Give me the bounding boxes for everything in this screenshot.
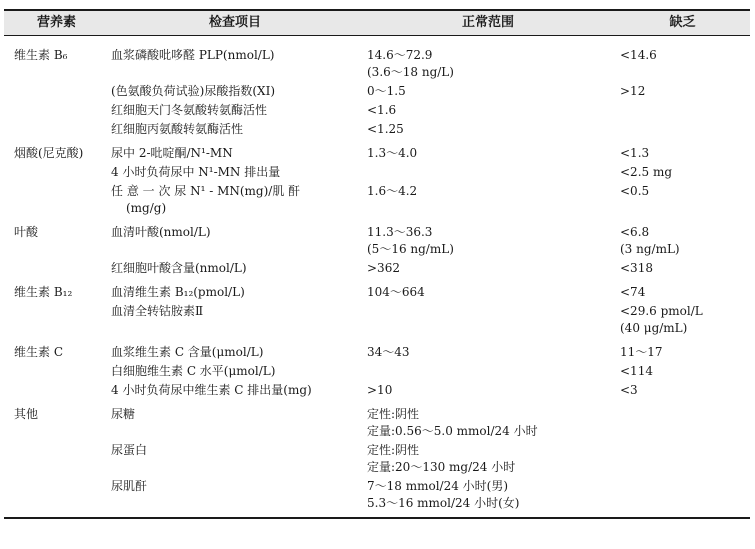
cell-normal-range bbox=[361, 139, 615, 163]
cell-normal-range bbox=[361, 362, 615, 381]
cell-test-item bbox=[109, 477, 361, 518]
cell-normal-range bbox=[361, 381, 615, 400]
table-row bbox=[4, 302, 750, 338]
test-item-text bbox=[111, 47, 361, 64]
test-item-text bbox=[111, 183, 361, 217]
deficiency-value: <318 bbox=[620, 260, 653, 275]
cell-deficiency bbox=[615, 302, 750, 338]
test-item-line: (mg/g) bbox=[126, 200, 167, 215]
test-item-text bbox=[111, 145, 361, 162]
normal-range-value: 1.3～4.0 bbox=[367, 145, 418, 160]
cell-test-item bbox=[109, 82, 361, 101]
cell-nutrient bbox=[4, 302, 109, 338]
normal-range-value: <1.6 bbox=[367, 102, 397, 117]
cell-test-item bbox=[109, 259, 361, 278]
cell-nutrient bbox=[4, 338, 109, 362]
cell-deficiency bbox=[615, 441, 750, 477]
test-item-text bbox=[111, 442, 361, 459]
test-item-line: 血浆磷酸吡哆醛 PLP(nmol/L) bbox=[111, 47, 275, 62]
deficiency-value: <14.6 bbox=[620, 47, 657, 62]
normal-range-value: >362 bbox=[367, 260, 400, 275]
table-row bbox=[4, 120, 750, 139]
test-item-line: 血浆维生素 C 含量(μmol/L) bbox=[111, 344, 264, 359]
deficiency-value: <2.5 mg bbox=[620, 164, 673, 179]
test-item-line: 血清维生素 B₁₂(pmol/L) bbox=[111, 284, 245, 299]
cell-deficiency bbox=[615, 259, 750, 278]
normal-range-value: 定性:阴性 bbox=[367, 406, 420, 421]
test-item-line: 尿中 2-吡啶酮/N¹-MN bbox=[111, 145, 233, 160]
nutrient-label: 维生素 C bbox=[14, 344, 63, 359]
normal-range-value: 1.6～4.2 bbox=[367, 183, 418, 198]
table-row bbox=[4, 101, 750, 120]
cell-deficiency bbox=[615, 381, 750, 400]
header-normal-range: 正常范围 bbox=[361, 10, 615, 35]
cell-deficiency bbox=[615, 82, 750, 101]
deficiency-value: <114 bbox=[620, 363, 653, 378]
cell-nutrient bbox=[4, 259, 109, 278]
table-row bbox=[4, 259, 750, 278]
normal-range-value: 14.6～72.9 bbox=[367, 47, 433, 62]
cell-normal-range bbox=[361, 477, 615, 518]
cell-deficiency bbox=[615, 101, 750, 120]
deficiency-value: <0.5 bbox=[620, 183, 650, 198]
deficiency-value: <6.8 bbox=[620, 224, 650, 239]
deficiency-value: <1.3 bbox=[620, 145, 650, 160]
cell-deficiency bbox=[615, 35, 750, 82]
cell-deficiency bbox=[615, 218, 750, 259]
test-item-line: 血清叶酸(nmol/L) bbox=[111, 224, 211, 239]
nutrient-deficiency-table bbox=[4, 9, 750, 519]
cell-test-item bbox=[109, 163, 361, 182]
table-row bbox=[4, 400, 750, 441]
test-item-text bbox=[111, 344, 361, 361]
cell-normal-range bbox=[361, 35, 615, 82]
cell-test-item bbox=[109, 338, 361, 362]
normal-range-value: 定量:0.56～5.0 mmol/24 小时 bbox=[367, 423, 538, 438]
test-item-line: 尿蛋白 bbox=[111, 442, 148, 457]
table-row bbox=[4, 182, 750, 218]
cell-test-item bbox=[109, 362, 361, 381]
test-item-text bbox=[111, 102, 361, 119]
cell-normal-range bbox=[361, 302, 615, 338]
table-row bbox=[4, 477, 750, 518]
cell-normal-range bbox=[361, 182, 615, 218]
cell-normal-range bbox=[361, 259, 615, 278]
cell-test-item bbox=[109, 120, 361, 139]
cell-test-item bbox=[109, 35, 361, 82]
deficiency-value: (40 μg/mL) bbox=[620, 320, 688, 335]
cell-nutrient bbox=[4, 400, 109, 441]
deficiency-value: (3 ng/mL) bbox=[620, 241, 680, 256]
normal-range-value: 0～1.5 bbox=[367, 83, 406, 98]
cell-test-item bbox=[109, 101, 361, 120]
cell-deficiency bbox=[615, 362, 750, 381]
cell-nutrient bbox=[4, 278, 109, 302]
test-item-text bbox=[111, 478, 361, 495]
normal-range-value: (5～16 ng/mL) bbox=[367, 241, 454, 256]
nutrient-label: 叶酸 bbox=[14, 224, 39, 239]
table-row bbox=[4, 35, 750, 82]
test-item-line: 尿肌酐 bbox=[111, 478, 148, 493]
cell-deficiency bbox=[615, 477, 750, 518]
test-item-line: 尿糖 bbox=[111, 406, 136, 421]
cell-deficiency bbox=[615, 278, 750, 302]
table-row bbox=[4, 338, 750, 362]
normal-range-value: 5.3～16 mmol/24 小时(女) bbox=[367, 495, 520, 510]
table-row bbox=[4, 163, 750, 182]
test-item-line: 红细胞叶酸含量(nmol/L) bbox=[111, 260, 247, 275]
test-item-text bbox=[111, 382, 361, 399]
deficiency-value: <74 bbox=[620, 284, 646, 299]
cell-normal-range bbox=[361, 163, 615, 182]
nutrient-label: 其他 bbox=[14, 406, 39, 421]
cell-nutrient bbox=[4, 441, 109, 477]
test-item-text bbox=[111, 121, 361, 138]
test-item-line: 任 意 一 次 尿 N¹ - MN(mg)/肌 酐 bbox=[111, 183, 301, 198]
test-item-line: (色氨酸负荷试验)尿酸指数(XI) bbox=[111, 83, 276, 98]
cell-test-item bbox=[109, 381, 361, 400]
cell-normal-range bbox=[361, 338, 615, 362]
header-test-item: 检查项目 bbox=[109, 10, 361, 35]
test-item-text bbox=[111, 284, 361, 301]
cell-normal-range bbox=[361, 218, 615, 259]
cell-test-item bbox=[109, 218, 361, 259]
test-item-text bbox=[111, 83, 361, 100]
table-row bbox=[4, 362, 750, 381]
cell-deficiency bbox=[615, 120, 750, 139]
cell-test-item bbox=[109, 139, 361, 163]
normal-range-value: >10 bbox=[367, 382, 393, 397]
test-item-text bbox=[111, 363, 361, 380]
cell-nutrient bbox=[4, 139, 109, 163]
cell-deficiency bbox=[615, 163, 750, 182]
test-item-line: 红细胞天门冬氨酸转氨酶活性 bbox=[111, 102, 268, 117]
test-item-line: 4 小时负荷尿中维生素 C 排出量(mg) bbox=[111, 382, 312, 397]
normal-range-value: 104～664 bbox=[367, 284, 425, 299]
table-header bbox=[4, 10, 750, 35]
deficiency-value: >12 bbox=[620, 83, 646, 98]
header-row bbox=[4, 10, 750, 35]
cell-normal-range bbox=[361, 101, 615, 120]
cell-test-item bbox=[109, 278, 361, 302]
nutrient-label: 维生素 B₁₂ bbox=[14, 284, 73, 299]
cell-test-item bbox=[109, 441, 361, 477]
test-item-text bbox=[111, 260, 361, 277]
cell-nutrient bbox=[4, 381, 109, 400]
cell-deficiency bbox=[615, 139, 750, 163]
cell-normal-range bbox=[361, 441, 615, 477]
deficiency-value: 11～17 bbox=[620, 344, 663, 359]
cell-nutrient bbox=[4, 362, 109, 381]
normal-range-value: (3.6～18 ng/L) bbox=[367, 64, 454, 79]
table-row bbox=[4, 441, 750, 477]
header-nutrient: 营养素 bbox=[4, 10, 109, 35]
nutrient-label: 烟酸(尼克酸) bbox=[14, 145, 84, 160]
cell-nutrient bbox=[4, 82, 109, 101]
test-item-line: 血清全转钴胺素Ⅱ bbox=[111, 303, 204, 318]
table-row bbox=[4, 218, 750, 259]
table-body bbox=[4, 35, 750, 518]
cell-nutrient bbox=[4, 101, 109, 120]
cell-normal-range bbox=[361, 120, 615, 139]
cell-nutrient bbox=[4, 218, 109, 259]
normal-range-value: 定性:阴性 bbox=[367, 442, 420, 457]
cell-deficiency bbox=[615, 338, 750, 362]
cell-normal-range bbox=[361, 278, 615, 302]
normal-range-value: 7～18 mmol/24 小时(男) bbox=[367, 478, 509, 493]
normal-range-value: 34～43 bbox=[367, 344, 410, 359]
table-row bbox=[4, 139, 750, 163]
deficiency-value: <29.6 pmol/L bbox=[620, 303, 703, 318]
normal-range-value: 11.3～36.3 bbox=[367, 224, 433, 239]
cell-nutrient bbox=[4, 163, 109, 182]
cell-normal-range bbox=[361, 400, 615, 441]
test-item-text bbox=[111, 406, 361, 423]
cell-nutrient bbox=[4, 35, 109, 82]
cell-test-item bbox=[109, 302, 361, 338]
table-row bbox=[4, 82, 750, 101]
cell-deficiency bbox=[615, 182, 750, 218]
cell-normal-range bbox=[361, 82, 615, 101]
test-item-line: 4 小时负荷尿中 N¹-MN 排出量 bbox=[111, 164, 281, 179]
nutrient-label: 维生素 B₆ bbox=[14, 47, 68, 62]
cell-nutrient bbox=[4, 477, 109, 518]
cell-nutrient bbox=[4, 182, 109, 218]
cell-deficiency bbox=[615, 400, 750, 441]
normal-range-value: <1.25 bbox=[367, 121, 404, 136]
deficiency-value: <3 bbox=[620, 382, 638, 397]
test-item-text bbox=[111, 224, 361, 241]
cell-nutrient bbox=[4, 120, 109, 139]
cell-test-item bbox=[109, 400, 361, 441]
table-row bbox=[4, 278, 750, 302]
test-item-line: 白细胞维生素 C 水平(μmol/L) bbox=[111, 363, 276, 378]
header-deficiency: 缺乏 bbox=[615, 10, 750, 35]
test-item-line: 红细胞丙氨酸转氨酶活性 bbox=[111, 121, 244, 136]
table-row bbox=[4, 381, 750, 400]
test-item-text bbox=[111, 303, 361, 320]
cell-test-item bbox=[109, 182, 361, 218]
normal-range-value: 定量:20～130 mg/24 小时 bbox=[367, 459, 516, 474]
test-item-text bbox=[111, 164, 361, 181]
